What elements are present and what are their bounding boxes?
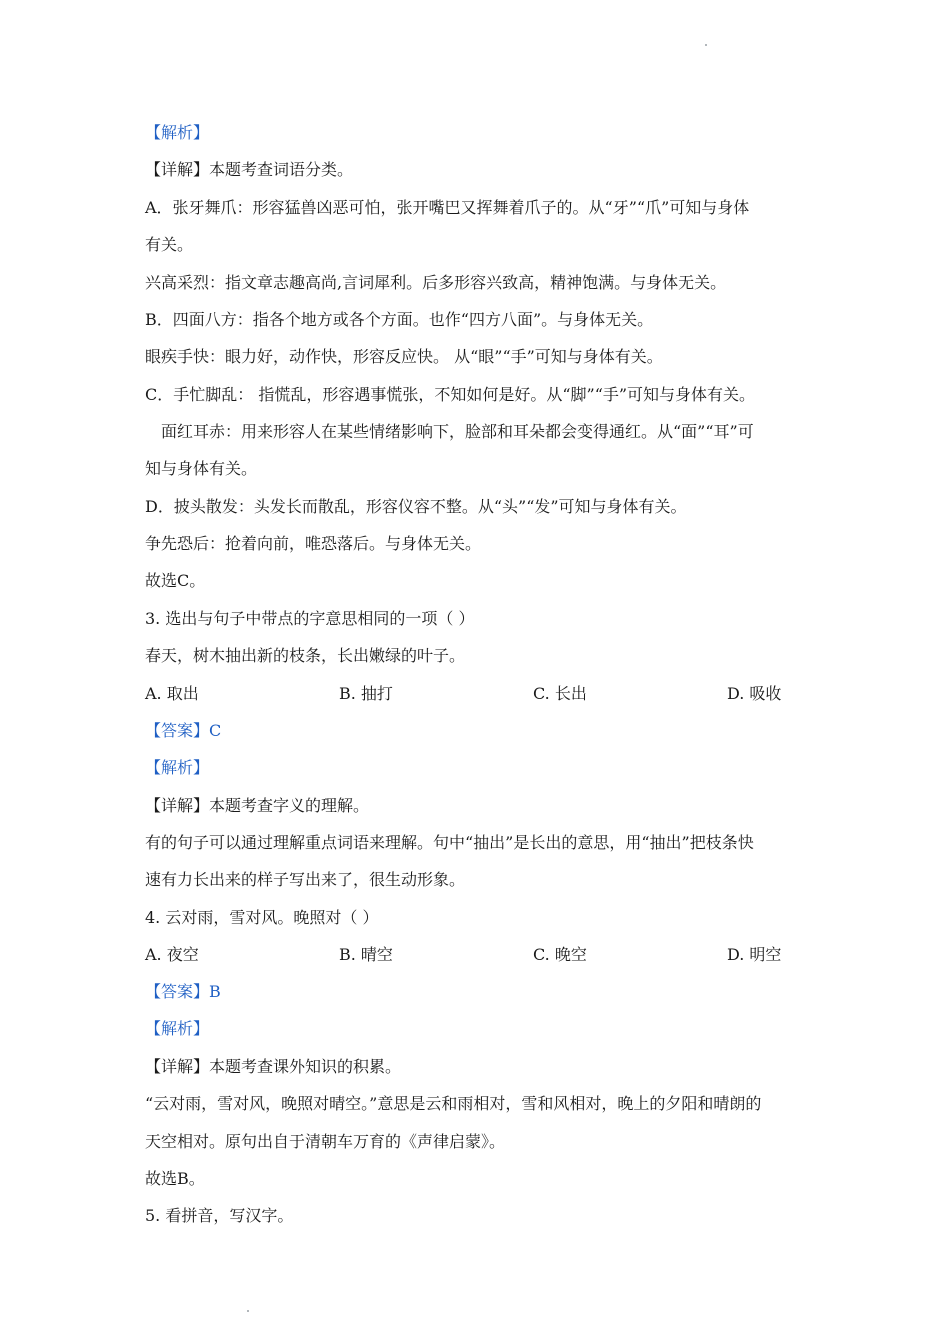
question-5: 5. 看拼音，写汉字。 (145, 1206, 294, 1225)
q4-option-a: A. 夜空 (145, 945, 199, 964)
question-4: 4. 云对雨，雪对风。晚照对（ ） (145, 908, 379, 927)
detail-line: 面红耳赤：用来形容人在某些情绪影响下，脸部和耳朵都会变得通红。从“面”“耳”可 (161, 422, 754, 441)
detail-line: 有的句子可以通过理解重点词语来理解。句中“抽出”是长出的意思，用“抽出”把枝条快 (145, 833, 754, 852)
detail-line: 眼疾手快：眼力好，动作快，形容反应快。 从“眼”“手”可知与身体有关。 (145, 347, 663, 366)
detail-heading: 【详解】本题考查课外知识的积累。 (145, 1057, 402, 1076)
detail-line: C．手忙脚乱： 指慌乱，形容遇事慌张，不知如何是好。从“脚”“手”可知与身体有关。 (145, 385, 756, 404)
detail-line: 争先恐后：抢着向前，唯恐落后。与身体无关。 (145, 534, 482, 553)
conclusion: 故选C。 (145, 571, 206, 590)
answer-label: 【答案】B (145, 982, 221, 1001)
analysis-label: 【解析】 (145, 1019, 210, 1038)
q4-option-c: C. 晚空 (533, 945, 587, 964)
q4-option-b: B. 晴空 (339, 945, 393, 964)
question-3: 3. 选出与句子中带点的字意思相同的一项（ ） (145, 609, 475, 628)
detail-line: 兴高采烈：指文章志趣高尚,言词犀利。后多形容兴致高，精神饱满。与身体无关。 (145, 273, 727, 292)
q3-option-a: A. 取出 (145, 684, 199, 703)
q4-option-d: D. 明空 (727, 945, 782, 964)
scan-speck (705, 44, 707, 46)
detail-line: 知与身体有关。 (145, 459, 258, 478)
scan-speck (247, 1310, 249, 1312)
detail-line: B．四面八方：指各个地方或各个方面。也作“四方八面”。与身体无关。 (145, 310, 654, 329)
detail-line: “云对雨，雪对风，晚照对晴空。”意思是云和雨相对，雪和风相对，晚上的夕阳和晴朗的 (145, 1094, 762, 1113)
question-3-sentence: 春天，树木抽出新的枝条，长出嫩绿的叶子。 (145, 646, 466, 665)
detail-line: D．披头散发：头发长而散乱，形容仪容不整。从“头”“发”可知与身体有关。 (145, 497, 687, 516)
analysis-label: 【解析】 (145, 758, 210, 777)
detail-line: 速有力长出来的样子写出来了，很生动形象。 (145, 870, 466, 889)
detail-line: 有关。 (145, 235, 194, 254)
answer-label: 【答案】C (145, 721, 222, 740)
conclusion: 故选B。 (145, 1169, 205, 1188)
q3-option-c: C. 长出 (533, 684, 587, 703)
detail-line: 天空相对。原句出自于清朝车万育的《声律启蒙》。 (145, 1132, 506, 1151)
detail-line: A．张牙舞爪：形容猛兽凶恶可怕，张开嘴巴又挥舞着爪子的。从“牙”“爪”可知与身体 (145, 198, 750, 217)
analysis-label: 【解析】 (145, 123, 210, 142)
q3-option-d: D. 吸收 (727, 684, 782, 703)
q3-option-b: B. 抽打 (339, 684, 393, 703)
detail-heading: 【详解】本题考查字义的理解。 (145, 796, 370, 815)
detail-heading: 【详解】本题考查词语分类。 (145, 160, 354, 179)
